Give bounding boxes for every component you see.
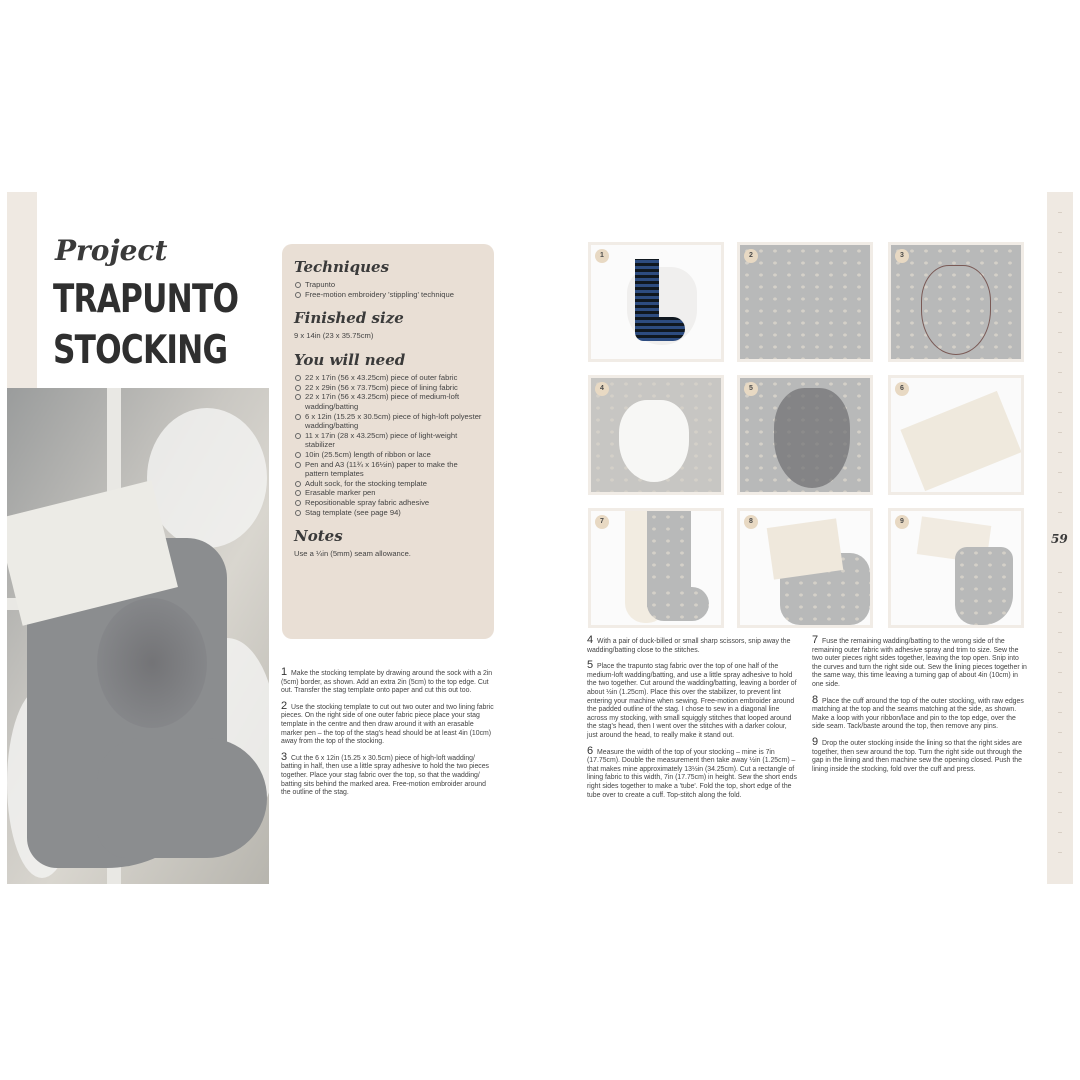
step-8: 8 Place the cuff around the top of the outer stocking, with raw edges matching at the top and the seams matching at the side, as shown. Make a loop with your ribbon/lace and pin to the top edge, over the side seam. Tack/baste around the top, then remove any pins. <box>812 693 1024 731</box>
step-badge: 8 <box>744 515 758 529</box>
step-photo-3 <box>888 242 1024 362</box>
step-9: 9 Drop the outer stocking inside the lining so that the right sides are together, then sew around the top. Turn the right side out through the gap in the lining and then machine sew the opening closed. Push the lining inside the stocking, fold over the cuff and press. <box>812 735 1022 773</box>
step-photo-8 <box>737 508 873 628</box>
steps-column-left <box>281 668 495 804</box>
finished-size: 9 x 14in (23 x 35.75cm) <box>294 331 374 341</box>
step-photo-1 <box>588 242 724 362</box>
step-badge: 7 <box>595 515 609 529</box>
notes-heading: Notes <box>294 527 343 546</box>
step-badge: 4 <box>595 382 609 396</box>
step-photo-9 <box>888 508 1024 628</box>
step-5: 5 Place the trapunto stag fabric over the top of one half of the medium-loft wadding/batting, and use a little spray adhesive to hold the two together. Cut around the wadding/batting, leaving a border of about ½in (1.25cm). Place this over the stabilizer, to prevent lint entering your machine when sewing. Free-motion embroider around the padded outline of the stag. I chose to sew in a diagonal line across my stocking, with small squiggly stitches that looped around the stag's head, then I went over the stitches with a darker colour, just around the head, to really make it stand out. <box>587 659 797 739</box>
step-3: 3 Cut the 6 x 12in (15.25 x 30.5cm) piece of high-loft wadding/ batting in half, then use a little spray adhesive to hold the two pieces together. Place your stag fabric over the top, so that the wadding/ batting sits behind the marked area. Free-motion embroider around the outline of the stag. <box>281 750 489 797</box>
techniques-heading: Techniques <box>294 258 390 276</box>
step-2: 2 Use the stocking template to cut out two outer and two lining fabric pieces. On the right side of one outer fabric piece place your stag template in the centre and then draw around it with an erasable marker pen – the top of the stag's head should be at least 4in (10cm) away from the top of the stocking. <box>281 699 494 746</box>
finished-size-heading: Finished size <box>294 309 404 328</box>
list-item: 22 x 29in (56 x 73.75cm) piece of lining fabric <box>294 383 482 393</box>
step-badge: 2 <box>744 249 758 263</box>
info-panel <box>282 244 494 639</box>
list-item: Stag template (see page 94) <box>294 508 482 518</box>
step-badge: 3 <box>895 249 909 263</box>
list-item: Trapunto <box>294 280 482 290</box>
step-badge: 5 <box>744 382 758 396</box>
step-1: 1 Make the stocking template by drawing around the sock with a 2in (5cm) border, as shown. Add an extra 2in (5cm) to the top edge. Cut out. Transfer the stag template onto paper and cut this out too. <box>281 666 493 695</box>
step-badge: 9 <box>895 515 909 529</box>
page-number: 59 <box>1051 532 1068 546</box>
step-photo-5 <box>737 375 873 495</box>
list-item: 11 x 17in (28 x 43.25cm) piece of light-weight stabilizer <box>294 431 482 450</box>
list-item: Free-motion embroidery 'stippling' technique <box>294 290 482 300</box>
list-item: 10in (25.5cm) length of ribbon or lace <box>294 450 482 460</box>
list-item: Erasable marker pen <box>294 488 482 498</box>
title-line-2: STOCKING <box>53 328 228 373</box>
list-item: Repositionable spray fabric adhesive <box>294 498 482 508</box>
title-line-1: TRAPUNTO <box>53 277 239 322</box>
page-title <box>53 274 238 376</box>
list-item: Adult sock, for the stocking template <box>294 479 482 489</box>
step-photo-4 <box>588 375 724 495</box>
list-item: Pen and A3 (11¾ x 16½in) paper to make the pattern templates <box>294 460 482 479</box>
book-spread <box>7 192 1073 884</box>
step-6: 6 Measure the width of the top of your stocking – mine is 7in (17.75cm). Double the measurement then take away ½in (1.25cm) – that makes mine approximately 13½in (34.25cm). Cut a rectangle of lining fabric to this width, 7in (17.75cm) in height. Sew the short ends right sides together to make a 'tube'. Fold the top, short edge of the tube over to create a cuff. Top-stitch along the fold. <box>587 744 797 799</box>
step-photo-7 <box>588 508 724 628</box>
steps-column-right <box>812 636 1028 780</box>
techniques-list <box>294 280 482 299</box>
step-photo-6 <box>888 375 1024 495</box>
step-badge: 1 <box>595 249 609 263</box>
stag-embroidery <box>97 598 207 728</box>
notes-text: Use a ¼in (5mm) seam allowance. <box>294 549 411 559</box>
list-item: 22 x 17in (56 x 43.25cm) piece of outer fabric <box>294 373 482 383</box>
steps-column-middle <box>587 636 799 806</box>
list-item: 6 x 12in (15.25 x 30.5cm) piece of high-loft polyester wadding/batting <box>294 412 482 431</box>
stocking-foot <box>97 738 267 858</box>
step-4: 4 With a pair of duck-billed or small sharp scissors, snip away the wadding/batting close to the stitches. <box>587 634 791 654</box>
step-badge: 6 <box>895 382 909 396</box>
list-item: 22 x 17in (56 x 43.25cm) piece of medium-loft wadding/batting <box>294 392 482 411</box>
project-kicker: Project <box>55 234 168 267</box>
you-will-need-heading: You will need <box>294 351 406 370</box>
step-7: 7 Fuse the remaining wadding/batting to the wrong side of the remaining outer fabric with adhesive spray and trim to size. Sew the two outer pieces right sides together, leaving the top open. Snip into the curves and turn the right side out. Sew the lining pieces together in the same way, this time leaving a turning gap of about 4in (10cm) in one side. <box>812 634 1027 688</box>
step-photo-2 <box>737 242 873 362</box>
materials-list <box>294 373 482 517</box>
stocking-photo <box>7 388 269 884</box>
